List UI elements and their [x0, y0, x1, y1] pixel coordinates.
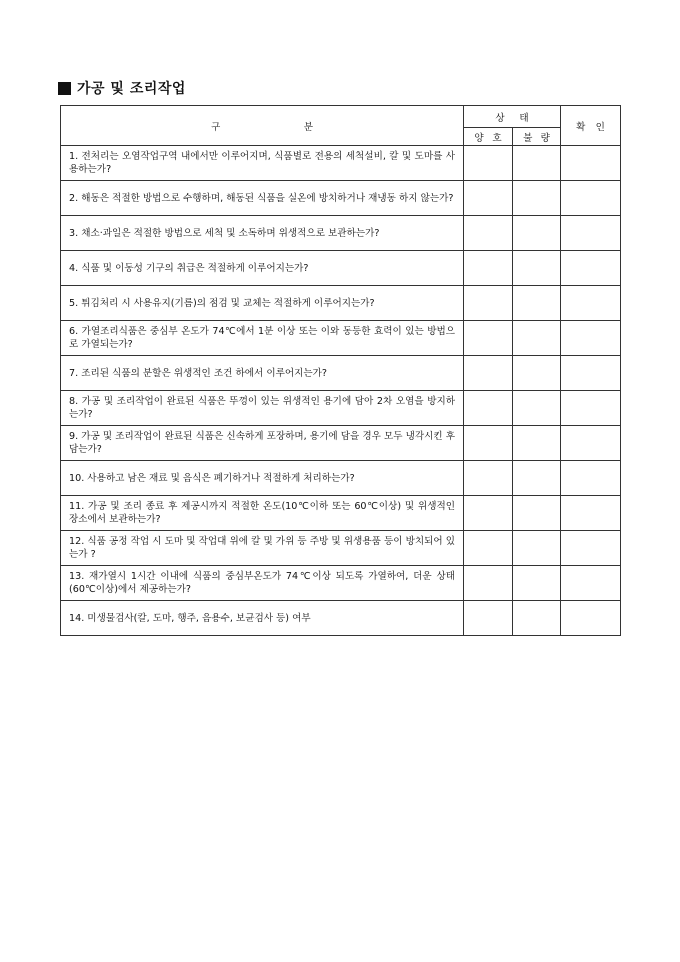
good-check-cell[interactable] — [464, 286, 513, 321]
bad-check-cell[interactable] — [513, 356, 561, 391]
checklist-row — [61, 566, 621, 601]
confirm-cell[interactable] — [561, 566, 621, 601]
checklist-item-text: 10. 사용하고 남은 재료 및 음식은 폐기하거나 적절하게 처리하는가? — [61, 461, 464, 496]
confirm-cell[interactable] — [561, 601, 621, 636]
checklist-row — [61, 216, 621, 251]
confirm-cell[interactable] — [561, 496, 621, 531]
bad-check-cell[interactable] — [513, 601, 561, 636]
good-check-cell[interactable] — [464, 216, 513, 251]
good-check-cell[interactable] — [464, 181, 513, 216]
confirm-cell[interactable] — [561, 321, 621, 356]
checklist-item-text: 3. 채소·과일은 적절한 방법으로 세척 및 소독하며 위생적으로 보관하는가? — [61, 216, 464, 251]
header-gubun: 구 분 — [61, 106, 464, 146]
good-check-cell[interactable] — [464, 146, 513, 181]
checklist-item-text: 9. 가공 및 조리작업이 완료된 식품은 신속하게 포장하며, 용기에 담을 경우 모두 냉각시킨 후 담는가? — [61, 426, 464, 461]
good-check-cell[interactable] — [464, 426, 513, 461]
bad-check-cell[interactable] — [513, 496, 561, 531]
checklist-row — [61, 426, 621, 461]
checklist-table — [60, 105, 621, 636]
checklist-item-text: 5. 튀김처리 시 사용유지(기름)의 점검 및 교체는 적절하게 이루어지는가? — [61, 286, 464, 321]
checklist-item-text: 2. 해동은 적절한 방법으로 수행하며, 해동된 식품을 실온에 방치하거나 재냉동 하지 않는가? — [61, 181, 464, 216]
checklist-row — [61, 286, 621, 321]
header-bad: 불 량 — [513, 128, 561, 146]
confirm-cell[interactable] — [561, 461, 621, 496]
good-check-cell[interactable] — [464, 391, 513, 426]
confirm-cell[interactable] — [561, 286, 621, 321]
good-check-cell[interactable] — [464, 251, 513, 286]
confirm-cell[interactable] — [561, 146, 621, 181]
good-check-cell[interactable] — [464, 356, 513, 391]
checklist-item-text: 12. 식품 공정 작업 시 도마 및 작업대 위에 칼 및 가위 등 주방 및 위생용품 등이 방치되어 있는가 ? — [61, 531, 464, 566]
checklist-row — [61, 356, 621, 391]
checklist-row — [61, 531, 621, 566]
confirm-cell[interactable] — [561, 356, 621, 391]
bad-check-cell[interactable] — [513, 531, 561, 566]
checklist-item-text: 14. 미생물검사(칼, 도마, 행주, 음용수, 보균검사 등) 여부 — [61, 601, 464, 636]
header-confirm: 확 인 — [561, 106, 621, 146]
confirm-cell[interactable] — [561, 181, 621, 216]
bad-check-cell[interactable] — [513, 146, 561, 181]
confirm-cell[interactable] — [561, 251, 621, 286]
confirm-cell[interactable] — [561, 531, 621, 566]
checklist-row — [61, 181, 621, 216]
bad-check-cell[interactable] — [513, 286, 561, 321]
checklist-item-text: 1. 전처리는 오염작업구역 내에서만 이루어지며, 식품별로 전용의 세척설비, 칼 및 도마를 사용하는가? — [61, 146, 464, 181]
checklist-item-text: 8. 가공 및 조리작업이 완료된 식품은 뚜껑이 있는 위생적인 용기에 담아 2차 오염을 방지하는가? — [61, 391, 464, 426]
checklist-row — [61, 146, 621, 181]
good-check-cell[interactable] — [464, 461, 513, 496]
bad-check-cell[interactable] — [513, 251, 561, 286]
checklist-row — [61, 461, 621, 496]
section-title-text: 가공 및 조리작업 — [77, 81, 186, 97]
confirm-cell[interactable] — [561, 391, 621, 426]
bad-check-cell[interactable] — [513, 391, 561, 426]
good-check-cell[interactable] — [464, 601, 513, 636]
good-check-cell[interactable] — [464, 321, 513, 356]
good-check-cell[interactable] — [464, 531, 513, 566]
checklist-item-text: 6. 가열조리식품은 중심부 온도가 74℃에서 1분 이상 또는 이와 동등한 효력이 있는 방법으로 가열되는가? — [61, 321, 464, 356]
bad-check-cell[interactable] — [513, 426, 561, 461]
checklist-row — [61, 251, 621, 286]
good-check-cell[interactable] — [464, 496, 513, 531]
header-status: 상 태 — [464, 106, 561, 128]
header-good: 양 호 — [464, 128, 513, 146]
checklist-item-text: 4. 식품 및 이동성 기구의 취급은 적절하게 이루어지는가? — [61, 251, 464, 286]
header-row-1 — [61, 106, 621, 128]
good-check-cell[interactable] — [464, 566, 513, 601]
bad-check-cell[interactable] — [513, 566, 561, 601]
confirm-cell[interactable] — [561, 426, 621, 461]
checklist-item-text: 7. 조리된 식품의 분할은 위생적인 조건 하에서 이루어지는가? — [61, 356, 464, 391]
bad-check-cell[interactable] — [513, 181, 561, 216]
checklist-item-text: 11. 가공 및 조리 종료 후 제공시까지 적절한 온도(10℃이하 또는 60℃이상) 및 위생적인 장소에서 보관하는가? — [61, 496, 464, 531]
checklist-row — [61, 496, 621, 531]
section-title — [58, 78, 186, 98]
checklist-row — [61, 601, 621, 636]
bad-check-cell[interactable] — [513, 321, 561, 356]
confirm-cell[interactable] — [561, 216, 621, 251]
checklist-row — [61, 321, 621, 356]
bad-check-cell[interactable] — [513, 216, 561, 251]
bad-check-cell[interactable] — [513, 461, 561, 496]
checklist-row — [61, 391, 621, 426]
checklist-item-text: 13. 재가열시 1시간 이내에 식품의 중심부온도가 74℃이상 되도록 가열하여, 더운 상태(60℃이상)에서 제공하는가? — [61, 566, 464, 601]
square-bullet-icon — [58, 82, 71, 95]
